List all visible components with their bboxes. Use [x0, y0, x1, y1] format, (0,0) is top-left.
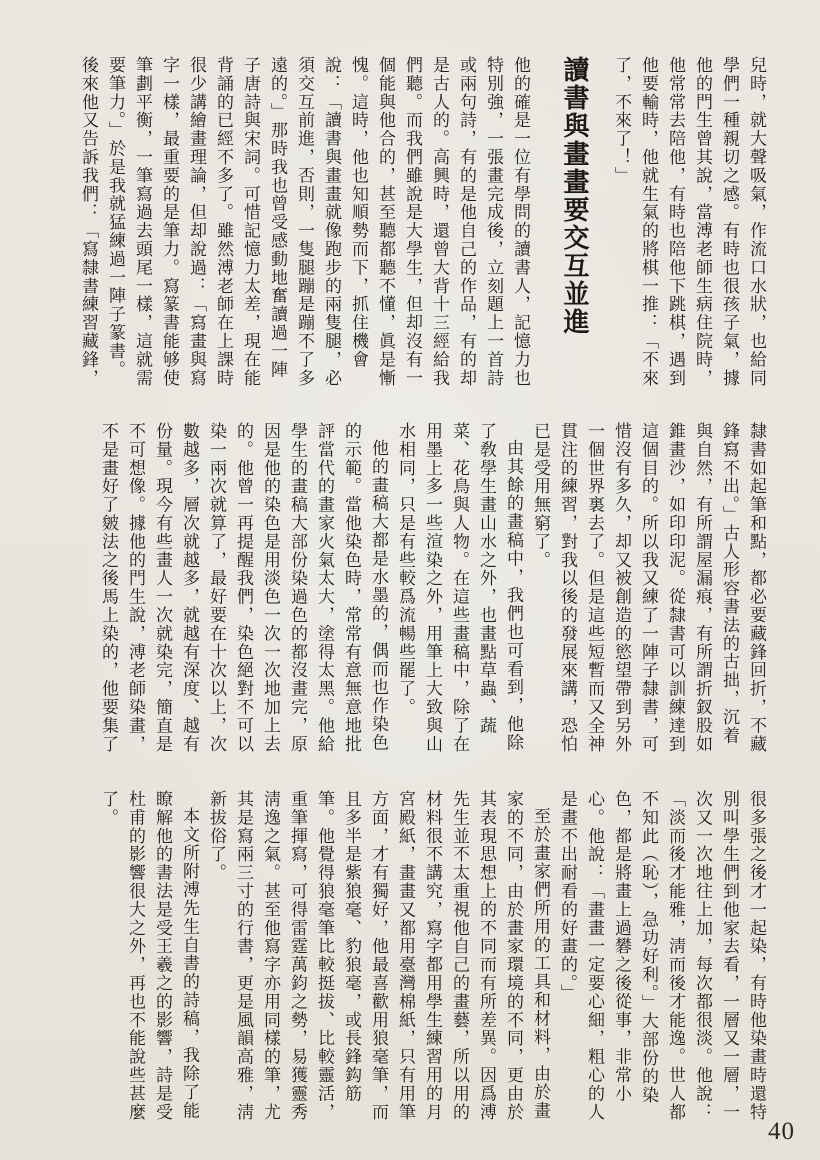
- page-number: 40: [768, 1118, 795, 1145]
- text-band-bottom: [95, 790, 770, 1122]
- article-heading: 讀書與畫畫要交互並進: [560, 56, 589, 336]
- paragraph-continuation: 兒時，就大聲吸氣，作流口水狀，也給同學們一種親切之感。有時也很孩子氣，據他的門生曾其說，當溥老師生病住院時，他常常去陪他，有時也陪他下跳棋，遇到他要輸時，他就生氣的將棋一推：「不來了，不來了！」: [612, 56, 766, 388]
- paragraph: 他的畫稿大都是水墨的，偶而也作染色的示範。當他染色時，常常有意無意地批評當代的畫家火氣太大，塗得太黑。他給學生的畫稿大部份染過色的都沒畫完，原因是他的染色是用淡色一次一次地加上去的。他曾一再提醒我們，染色絕對不可以染一兩次就算了，最好要在十次以上，次數越多，層次就越多，就越有深度、越有份量。現今有些畫人一次就染完，簡直是不可想像。據他的門生說，溥老師染畫，不是畫好了皴法之後馬上染的，他要集了: [99, 422, 388, 754]
- paragraph: 本文所附溥先生自書的詩稿，我除了能瞭解他的書法是受王羲之的影響，詩是受杜甫的影響很大之外，再也不能說些甚麼了。: [99, 790, 199, 1122]
- text-band-top: [75, 56, 770, 388]
- paragraph: 他的確是一位有學問的讀書人，記憶力也特別強，一張畫完成後，立刻題上一首詩或兩句詩，有的是他自己的作品，有的却是古人的。高興時，還曾大背十三經給我們聽。而我們雖說是大學生，但却沒有一個能與他合的，甚至聽都聽不懂，眞是慚愧。這時，他也知順勢而下，抓住機會說：「讀書與畫畫就像跑步的兩隻腿，必須交互前進，否則，一隻腿蹦是蹦不了多遠的。」那時我也曾受感動地奮讀過一陣子唐詩與宋詞。可惜記憶力太差，現在能背誦的已經不多了。雖然溥老師在上課時很少講繪畫理論，但却說過：「寫畫與寫字一樣，最重要的是筆力。寫篆書能够使筆劃平衡，一筆寫過去頭尾一樣，這就需要筆力。」於是我就猛練過一陣子篆書。後來他又告訴我們：「寫隸書練習藏鋒，: [79, 56, 530, 388]
- paragraph: 至於畫家們所用的工具和材料，由於畫家的不同，由於畫家環境的不同，更由於其表現思想上的不同而有所差異。因爲溥先生並不太重視他自己的畫藝，所以用的材料很不講究，寫字都用學生練習用的月宮殿紙，畫畫又都用臺灣棉紙，只有用筆方面，才有獨好，他最喜歡用狼毫筆，而且多半是紫狼毫、豹狼毫，或長鋒鈎筋筆。他覺得狼毫筆比較挺拔、比較靈活，重筆揮寫，可得雷霆萬鈞之勢，易獲靈秀淸逸之氣。甚至他寫字亦用同樣的筆，尤其是寫兩三寸的行書，更是風韻高雅，淸新拔俗了。: [207, 790, 550, 1122]
- text-band-middle: [95, 422, 770, 754]
- paragraph: 由其餘的畫稿中，我們也可看到，他除了敎學生畫山水之外，也畫點草蟲、蔬菜、花鳥與人物。在這些畫稿中，除了在用墨上多一些渲染之外，用筆上大致與山水相同，只是有些較爲流暢些罷了。: [396, 422, 523, 754]
- paragraph-continuation: 隸書如起筆和點，都必要藏鋒回折，不藏鋒寫不出。」古人形容書法的古拙，沉着與自然，有所謂屋漏痕，有所謂折釵股如錐畫沙，如印印泥。從隸書可以訓練達到這個目的。所以我又練了一陣子隸書，可惜沒有多久，却又被創造的慾望帶到另外一個世界裏去了。但是這些短暫而又全神貫注的練習，對我以後的發展來講，恐怕已是受用無窮了。: [531, 422, 766, 754]
- paragraph-continuation: 很多張之後才一起染，有時他染畫時還特別叫學生們到他家去看，一層又一層，一次又一次地往上加，每次都很淡。他說：「淡而後才能雅，淸而後才能逸。世人都不知此（恥），急功好利。」大部份的染色，都是將畫上過礬之後從事，非常小心。他說：「畫畫一定要心細，粗心的人是畫不出耐看的好畫的。」: [558, 790, 766, 1122]
